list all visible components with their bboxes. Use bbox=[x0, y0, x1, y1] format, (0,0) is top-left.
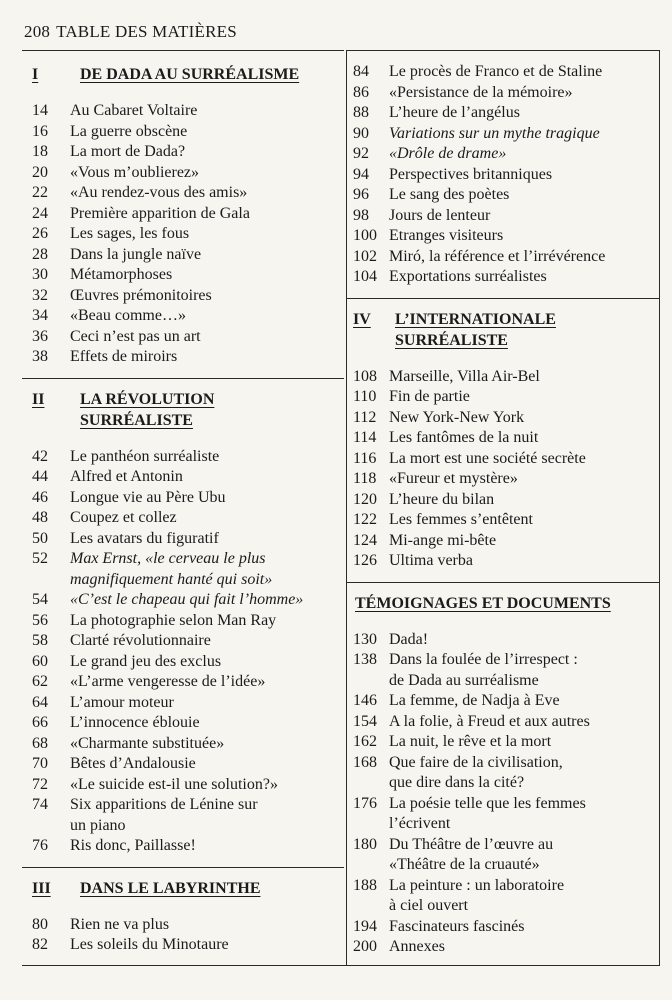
entry-title: Effets de miroirs bbox=[70, 348, 178, 365]
entry-title: Clarté révolutionnaire bbox=[70, 632, 211, 649]
toc-entry bbox=[22, 915, 344, 936]
toc-entry bbox=[22, 508, 344, 529]
entry-title: Les femmes s’entêtent bbox=[389, 511, 533, 528]
entry-page-spacer bbox=[347, 671, 389, 692]
section-number bbox=[22, 410, 80, 431]
entry-page-number: 116 bbox=[353, 449, 377, 467]
page-number: 208 bbox=[24, 22, 51, 41]
toc-entry-continuation bbox=[347, 855, 660, 876]
toc-entry bbox=[347, 185, 660, 206]
toc-entry bbox=[347, 490, 660, 511]
entry-page-number: 88 bbox=[353, 104, 369, 121]
entry-page-number: 120 bbox=[353, 490, 377, 508]
entry-page-number: 108 bbox=[353, 367, 377, 385]
entry-title-line2: «Théâtre de la cruauté» bbox=[389, 856, 540, 873]
entry-title: «Au rendez-vous des amis» bbox=[70, 184, 248, 201]
entry-title: Six apparitions de Lénine sur bbox=[70, 796, 258, 813]
toc-entry bbox=[347, 428, 660, 449]
entry-title: New York-New York bbox=[389, 408, 525, 426]
section-title: DANS LE LABYRINTHE bbox=[80, 879, 261, 897]
entry-title: La mort de Dada? bbox=[70, 143, 186, 160]
entry-page-spacer bbox=[347, 814, 389, 835]
toc-entry bbox=[347, 712, 660, 733]
entry-title: Dans la jungle naïve bbox=[70, 245, 202, 263]
entry-page-spacer bbox=[347, 773, 389, 794]
entry-page-number: 100 bbox=[353, 227, 377, 244]
toc-entry-continuation bbox=[347, 671, 660, 692]
toc-section bbox=[22, 878, 344, 956]
toc-entry bbox=[22, 935, 344, 956]
toc-entry-continuation bbox=[347, 896, 660, 917]
entry-page-number: 162 bbox=[353, 733, 377, 750]
entry-title-line2: de Dada au surréalisme bbox=[389, 671, 539, 689]
entry-page-number: 130 bbox=[353, 630, 377, 648]
entry-title: Le panthéon surréaliste bbox=[70, 447, 220, 465]
toc-entry bbox=[22, 447, 344, 468]
entry-title: Fascinateurs fascinés bbox=[389, 917, 525, 935]
entry-page-number: 124 bbox=[353, 531, 377, 549]
section-title: TÉMOIGNAGES ET DOCUMENTS bbox=[355, 594, 611, 612]
entry-page-number: 70 bbox=[32, 755, 48, 772]
section-number: I bbox=[32, 66, 39, 83]
toc-entry bbox=[22, 142, 344, 163]
entry-page-number: 30 bbox=[32, 266, 48, 283]
entry-title: Mi-ange mi-bête bbox=[389, 531, 497, 549]
entry-title: La guerre obscène bbox=[70, 122, 188, 140]
entry-page-number: 46 bbox=[32, 488, 48, 506]
entry-title: Exportations surréalistes bbox=[389, 268, 547, 285]
entry-title: Les sages, les fous bbox=[70, 225, 190, 242]
toc-entry-continuation bbox=[22, 816, 344, 837]
toc-entry bbox=[22, 795, 344, 816]
toc-entry bbox=[22, 204, 344, 225]
entry-title: Du Théâtre de l’œuvre au bbox=[389, 835, 554, 853]
entry-title: Que faire de la civilisation, bbox=[389, 753, 563, 771]
entry-title: «Drôle de drame» bbox=[389, 145, 507, 162]
toc-entry bbox=[347, 103, 660, 124]
section-title: LA RÉVOLUTION bbox=[80, 390, 215, 408]
entry-page-number: 94 bbox=[353, 165, 369, 183]
toc-entry bbox=[22, 549, 344, 570]
toc-entry bbox=[347, 449, 660, 470]
toc-section bbox=[22, 64, 344, 368]
section-title: SURRÉALISTE bbox=[395, 331, 508, 349]
entry-page-spacer bbox=[347, 855, 389, 876]
entry-title: Dada! bbox=[389, 630, 429, 648]
toc-entry bbox=[347, 630, 660, 651]
entry-title: L’heure du bilan bbox=[389, 490, 495, 508]
toc-entry-continuation bbox=[22, 570, 344, 591]
toc-entry-continuation bbox=[347, 773, 660, 794]
entry-title: «C’est le chapeau qui fait l’homme» bbox=[70, 591, 304, 608]
section-divider bbox=[22, 378, 344, 379]
section-heading bbox=[22, 878, 344, 899]
toc-entry bbox=[22, 775, 344, 796]
entry-page-number: 98 bbox=[353, 206, 369, 224]
toc-entry bbox=[22, 224, 344, 245]
section-number: II bbox=[32, 390, 45, 408]
entry-title: Les avatars du figuratif bbox=[70, 529, 219, 547]
entry-page-number: 58 bbox=[32, 632, 48, 649]
entry-title: Le grand jeu des exclus bbox=[70, 652, 222, 670]
entry-page-number: 138 bbox=[353, 651, 377, 668]
running-title: TABLE DES MATIÈRES bbox=[56, 22, 237, 41]
entry-page-number: 154 bbox=[353, 712, 377, 730]
toc-entry bbox=[347, 226, 660, 247]
entry-title: Etranges visiteurs bbox=[389, 227, 504, 244]
toc-entry bbox=[347, 367, 660, 388]
entry-page-number: 50 bbox=[32, 529, 48, 547]
entry-title: L’amour moteur bbox=[70, 693, 174, 711]
entry-title: Max Ernst, «le cerveau le plus bbox=[70, 550, 266, 567]
entry-page-number: 42 bbox=[32, 447, 48, 465]
entry-title: Au Cabaret Voltaire bbox=[70, 102, 198, 119]
entry-title: Œuvres prémonitoires bbox=[70, 286, 212, 304]
entry-title: Miró, la référence et l’irrévérence bbox=[389, 247, 606, 265]
entry-title: Longue vie au Père Ubu bbox=[70, 488, 226, 506]
entry-title: Dans la foulée de l’irrespect : bbox=[389, 651, 578, 668]
entry-page-number: 68 bbox=[32, 734, 48, 752]
toc-entry bbox=[347, 206, 660, 227]
entry-page-number: 168 bbox=[353, 753, 377, 771]
section-title: DE DADA AU SURRÉALISME bbox=[80, 66, 300, 83]
entry-title: Fin de partie bbox=[389, 388, 470, 405]
entry-title: Annexes bbox=[389, 938, 445, 955]
column-top-rule bbox=[22, 50, 344, 51]
toc-entry bbox=[22, 265, 344, 286]
entry-title: La peinture : un laboratoire bbox=[389, 876, 565, 894]
toc-entry bbox=[22, 529, 344, 550]
toc-section bbox=[347, 593, 660, 958]
entry-page-number: 126 bbox=[353, 552, 377, 569]
toc-entry bbox=[347, 551, 660, 572]
entry-title: Coupez et collez bbox=[70, 509, 177, 526]
toc-section bbox=[347, 309, 660, 572]
entry-page-number: 48 bbox=[32, 509, 48, 526]
toc-entry bbox=[22, 286, 344, 307]
toc-entry bbox=[347, 267, 660, 288]
toc-entry bbox=[22, 734, 344, 755]
entry-page-number: 62 bbox=[32, 673, 48, 690]
toc-entry bbox=[347, 835, 660, 856]
toc-entry bbox=[22, 590, 344, 611]
toc-entry bbox=[347, 387, 660, 408]
toc-entry bbox=[22, 101, 344, 122]
toc-entry bbox=[347, 247, 660, 268]
toc-section bbox=[22, 389, 344, 857]
entry-page-number: 84 bbox=[353, 63, 369, 80]
entry-page-number: 90 bbox=[353, 124, 369, 142]
toc-entry bbox=[22, 693, 344, 714]
section-heading bbox=[22, 64, 344, 85]
entry-title: La mort est une société secrète bbox=[389, 449, 586, 467]
toc-entry bbox=[347, 732, 660, 753]
toc-entry bbox=[347, 794, 660, 815]
entry-page-spacer bbox=[22, 816, 70, 837]
entry-title-line2: un piano bbox=[70, 816, 126, 834]
entry-title: Ultima verba bbox=[389, 552, 473, 569]
page-header bbox=[24, 22, 237, 42]
entry-title: Rien ne va plus bbox=[70, 915, 170, 933]
toc-entry bbox=[347, 753, 660, 774]
entry-title: Ceci n’est pas un art bbox=[70, 327, 201, 345]
section-heading bbox=[347, 593, 660, 614]
entry-page-number: 38 bbox=[32, 348, 48, 365]
entry-title: Variations sur un mythe tragique bbox=[389, 124, 600, 142]
toc-entry bbox=[22, 183, 344, 204]
column-top-rule bbox=[347, 50, 660, 51]
entry-title: «Vous m’oublierez» bbox=[70, 163, 200, 181]
toc-entry bbox=[347, 144, 660, 165]
toc-entry bbox=[347, 510, 660, 531]
toc-entry bbox=[22, 754, 344, 775]
entry-title: Perspectives britanniques bbox=[389, 165, 553, 183]
entry-title: Ris donc, Paillasse! bbox=[70, 837, 196, 854]
entry-title: Métamorphoses bbox=[70, 266, 173, 283]
entry-page-number: 32 bbox=[32, 286, 48, 304]
entry-title: «Charmante substituée» bbox=[70, 734, 225, 752]
toc-entry bbox=[347, 876, 660, 897]
entry-page-number: 44 bbox=[32, 468, 48, 485]
toc-entry bbox=[22, 611, 344, 632]
entry-page-number: 194 bbox=[353, 917, 377, 935]
section-divider bbox=[347, 298, 660, 299]
entry-title: Les fantômes de la nuit bbox=[389, 429, 539, 446]
toc-entry bbox=[22, 306, 344, 327]
toc-entry bbox=[347, 917, 660, 938]
entry-page-number: 74 bbox=[32, 796, 48, 813]
toc-entry bbox=[347, 408, 660, 429]
entry-title: Jours de lenteur bbox=[389, 206, 491, 224]
entry-page-number: 66 bbox=[32, 714, 48, 731]
entry-page-spacer bbox=[22, 570, 70, 591]
toc-entry bbox=[22, 467, 344, 488]
toc-entry bbox=[22, 327, 344, 348]
toc-entry bbox=[347, 531, 660, 552]
entry-page-number: 76 bbox=[32, 837, 48, 854]
entry-page-number: 54 bbox=[32, 591, 48, 608]
toc-entry bbox=[22, 652, 344, 673]
entry-title: Les soleils du Minotaure bbox=[70, 936, 229, 953]
toc-entry bbox=[22, 122, 344, 143]
entry-title: «Le suicide est-il une solution?» bbox=[70, 775, 278, 793]
entry-title: La femme, de Nadja à Eve bbox=[389, 692, 560, 709]
entry-page-number: 146 bbox=[353, 692, 377, 709]
entry-title-line2: l’écrivent bbox=[389, 815, 451, 832]
entry-page-number: 24 bbox=[32, 204, 48, 222]
entry-page-number: 86 bbox=[353, 83, 369, 101]
entry-page-number: 104 bbox=[353, 268, 377, 285]
entry-page-number: 102 bbox=[353, 247, 377, 265]
entry-title: L’heure de l’angélus bbox=[389, 104, 520, 121]
entry-page-number: 118 bbox=[353, 470, 377, 487]
entry-page-number: 80 bbox=[32, 915, 48, 933]
entry-title: La nuit, le rêve et la mort bbox=[389, 733, 552, 750]
entry-title: Le sang des poètes bbox=[389, 186, 510, 203]
section-title: SURRÉALISTE bbox=[80, 411, 193, 429]
entry-title: Le procès de Franco et de Staline bbox=[389, 63, 603, 80]
section-heading bbox=[22, 410, 344, 431]
toc-entry bbox=[347, 165, 660, 186]
entry-title: Bêtes d’Andalousie bbox=[70, 755, 196, 772]
entry-page-spacer bbox=[347, 896, 389, 917]
toc-entry bbox=[347, 650, 660, 671]
toc-entry bbox=[22, 488, 344, 509]
entry-page-number: 56 bbox=[32, 611, 48, 629]
toc-entry bbox=[22, 713, 344, 734]
toc-entry bbox=[347, 937, 660, 958]
toc-entry bbox=[347, 469, 660, 490]
entry-page-number: 92 bbox=[353, 145, 369, 162]
entry-title: La photographie selon Man Ray bbox=[70, 611, 277, 629]
section-title: L’INTERNATIONALE bbox=[395, 310, 556, 328]
entry-page-number: 122 bbox=[353, 511, 377, 528]
toc-column-right bbox=[346, 50, 660, 966]
toc-entry bbox=[347, 691, 660, 712]
toc-entry bbox=[22, 672, 344, 693]
entry-page-number: 82 bbox=[32, 936, 48, 953]
entry-page-number: 64 bbox=[32, 693, 48, 711]
entry-page-number: 112 bbox=[353, 408, 377, 426]
entry-title-line2: magnifiquement hanté qui soit» bbox=[70, 570, 273, 588]
section-number: III bbox=[32, 879, 51, 897]
section-heading bbox=[347, 309, 660, 330]
section-number: IV bbox=[353, 310, 371, 328]
entry-page-number: 200 bbox=[353, 938, 377, 955]
entry-title: «L’arme vengeresse de l’idée» bbox=[70, 673, 266, 690]
entry-page-number: 16 bbox=[32, 122, 48, 140]
entry-title: «Fureur et mystère» bbox=[389, 470, 518, 487]
entry-page-number: 52 bbox=[32, 550, 48, 567]
toc-entry bbox=[22, 347, 344, 368]
entry-title-line2: à ciel ouvert bbox=[389, 897, 469, 914]
toc-entry bbox=[22, 631, 344, 652]
entry-title: «Persistance de la mémoire» bbox=[389, 83, 573, 101]
entry-title: La poésie telle que les femmes bbox=[389, 794, 586, 812]
toc-entry bbox=[347, 83, 660, 104]
entry-page-number: 188 bbox=[353, 876, 377, 894]
toc-entry bbox=[347, 62, 660, 83]
entry-page-number: 22 bbox=[32, 184, 48, 201]
entry-title: A la folie, à Freud et aux autres bbox=[389, 712, 590, 730]
entry-title: Première apparition de Gala bbox=[70, 204, 250, 222]
entry-page-number: 20 bbox=[32, 163, 48, 181]
entry-title: L’innocence éblouie bbox=[70, 714, 200, 731]
entry-page-number: 26 bbox=[32, 225, 48, 242]
entry-page-number: 114 bbox=[353, 429, 377, 446]
toc-entry bbox=[347, 124, 660, 145]
entry-title: Alfred et Antonin bbox=[70, 468, 183, 485]
entry-page-number: 72 bbox=[32, 775, 48, 793]
section-number bbox=[347, 330, 395, 351]
toc-column-left bbox=[22, 50, 344, 966]
entry-page-number: 28 bbox=[32, 245, 48, 263]
entry-page-number: 180 bbox=[353, 835, 377, 853]
entry-title-line2: que dire dans la cité? bbox=[389, 774, 525, 791]
entry-page-number: 176 bbox=[353, 794, 377, 812]
toc-section bbox=[347, 62, 660, 288]
entry-page-number: 36 bbox=[32, 327, 48, 345]
section-heading bbox=[22, 389, 344, 410]
toc-entry bbox=[22, 245, 344, 266]
entry-page-number: 14 bbox=[32, 102, 48, 119]
entry-page-number: 18 bbox=[32, 143, 48, 160]
entry-page-number: 110 bbox=[353, 388, 377, 405]
entry-title: «Beau comme…» bbox=[70, 307, 186, 324]
section-divider bbox=[347, 582, 660, 583]
toc-entry-continuation bbox=[347, 814, 660, 835]
section-heading bbox=[347, 330, 660, 351]
entry-page-number: 60 bbox=[32, 652, 48, 670]
toc-entry bbox=[22, 163, 344, 184]
section-divider bbox=[22, 867, 344, 868]
toc-entry bbox=[22, 836, 344, 857]
entry-page-number: 34 bbox=[32, 307, 48, 324]
entry-title: Marseille, Villa Air-Bel bbox=[389, 367, 540, 385]
entry-page-number: 96 bbox=[353, 186, 369, 203]
